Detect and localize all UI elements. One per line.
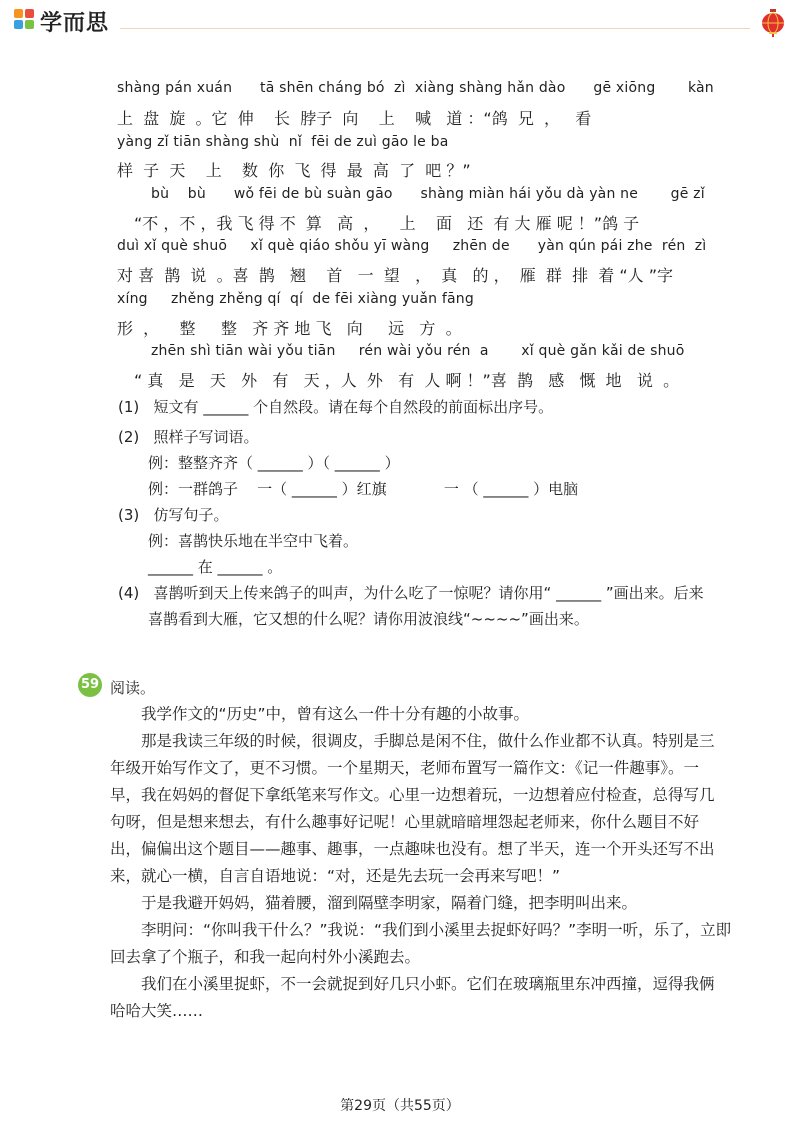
header-divider bbox=[120, 28, 750, 29]
pinyin-line: zhēn shì tiān wài yǒu tiān rén wài yǒu rén a xǐ què gǎn kǎi de shuō bbox=[151, 343, 685, 359]
logo bbox=[14, 6, 109, 37]
lantern-icon bbox=[760, 8, 786, 42]
question-2-example-2: 例：一群鸽子 一（ ______ ）红旗 一 （ ______ ）电脑 bbox=[148, 480, 579, 498]
paragraph-line: 我们在小溪里捉虾，不一会就捉到好几只小虾。它们在玻璃瓶里东冲西撞，逗得我俩 bbox=[141, 975, 715, 993]
hanzi-line: 上 盘 旋 。它 伸 长 脖子 向 上 喊 道 ：“鸽 兄 ， 看 bbox=[117, 109, 592, 128]
header bbox=[0, 0, 800, 44]
paragraph-line: 早，我在妈妈的督促下拿纸笔来写作文。心里一边想着玩，一边想着应付检查，总得写几 bbox=[110, 786, 715, 804]
logo-mark-icon bbox=[14, 9, 36, 35]
hanzi-line: 形 ， 整 整 齐 齐 地 飞 向 远 方 。 bbox=[117, 319, 462, 338]
page-number: 第29页（共55页） bbox=[340, 1098, 460, 1114]
question-2: (2) 照样子写词语。 bbox=[118, 428, 259, 446]
hanzi-line: 样 子 天 上 数 你 飞 得 最 高 了 吧 ？” bbox=[117, 161, 471, 180]
question-3: (3) 仿写句子。 bbox=[118, 506, 229, 524]
paragraph-line: 李明问：“你叫我干什么？”我说：“我们到小溪里去捉虾好吗？”李明一听，乐了，立即 bbox=[141, 921, 732, 939]
pinyin-line: shàng pán xuán tā shēn cháng bó zì xiàng shàng hǎn dào gē xiōng kàn bbox=[117, 80, 714, 96]
passage-title: 阅读。 bbox=[110, 679, 156, 697]
paragraph-line: 句呀，但是想来想去，有什么趣事好记呢！心里就暗暗埋怨起老师来，你什么题目不好 bbox=[110, 813, 700, 831]
question-1: (1) 短文有 ______ 个自然段。请在每个自然段的前面标出序号。 bbox=[118, 398, 554, 416]
hanzi-line: “不 ，不 ，我 飞 得 不 算 高 ， 上 面 还 有 大 雁 呢 ！”鸽 子 bbox=[134, 214, 640, 233]
question-2-example-1: 例：整整齐齐（ ______ ）（ ______ ） bbox=[148, 454, 400, 472]
pinyin-line: duì xǐ què shuō xǐ què qiáo shǒu yī wàng zhēn de yàn qún pái zhe rén zì bbox=[117, 238, 707, 254]
pinyin-line: bù bù wǒ fēi de bù suàn gāo shàng miàn hái yǒu dà yàn ne gē zǐ bbox=[151, 186, 705, 202]
paragraph-line: 那是我读三年级的时候，很调皮，手脚总是闲不住，做什么作业都不认真。特别是三 bbox=[141, 732, 715, 750]
paragraph-line: 回去拿了个瓶子，和我一起向村外小溪跑去。 bbox=[110, 948, 421, 966]
logo-text: 学而思 bbox=[40, 11, 110, 36]
pinyin-line: yàng zǐ tiān shàng shù nǐ fēi de zuì gāo le ba bbox=[117, 134, 449, 150]
paragraph-line: 出，偏偏出这个题目——趣事、趣事，一点趣味也没有。想了半天，连一个开头还写不出 bbox=[110, 840, 715, 858]
pinyin-line: xíng zhěng zhěng qí qí de fēi xiàng yuǎn fāng bbox=[117, 291, 474, 307]
question-3-blank: ______ 在 ______ 。 bbox=[148, 558, 283, 576]
paragraph-line: 我学作文的“历史”中，曾有这么一件十分有趣的小故事。 bbox=[141, 705, 530, 723]
question-4: (4) 喜鹊听到天上传来鸽子的叫声，为什么吃了一惊呢？请你用“ ______ ”画出来。后来 bbox=[118, 584, 704, 602]
question-number-badge: 59 bbox=[78, 673, 102, 697]
question-4-cont: 喜鹊看到大雁，它又想的什么呢？请你用波浪线“~~~~”画出来。 bbox=[148, 610, 589, 628]
paragraph-line: 哈哈大笑…… bbox=[110, 1002, 204, 1020]
question-3-example: 例：喜鹊快乐地在半空中飞着。 bbox=[148, 532, 359, 550]
paragraph-line: 年级开始写作文了，更不习惯。一个星期天，老师布置写一篇作文：《记一件趣事》。一 bbox=[110, 759, 700, 777]
paragraph-line: 于是我避开妈妈，猫着腰，溜到隔壁李明家，隔着门缝，把李明叫出来。 bbox=[141, 894, 638, 912]
hanzi-line: 对 喜 鹊 说 。喜 鹊 翘 首 一 望 ， 真 的 ， 雁 群 排 着 “人 ”字 bbox=[117, 266, 674, 285]
hanzi-line: “ 真 是 天 外 有 天 ，人 外 有 人 啊 ！”喜 鹊 感 慨 地 说 。 bbox=[134, 371, 680, 390]
paragraph-line: 来，就心一横，自言自语地说：“对，还是先去玩一会再来写吧！” bbox=[110, 867, 561, 885]
